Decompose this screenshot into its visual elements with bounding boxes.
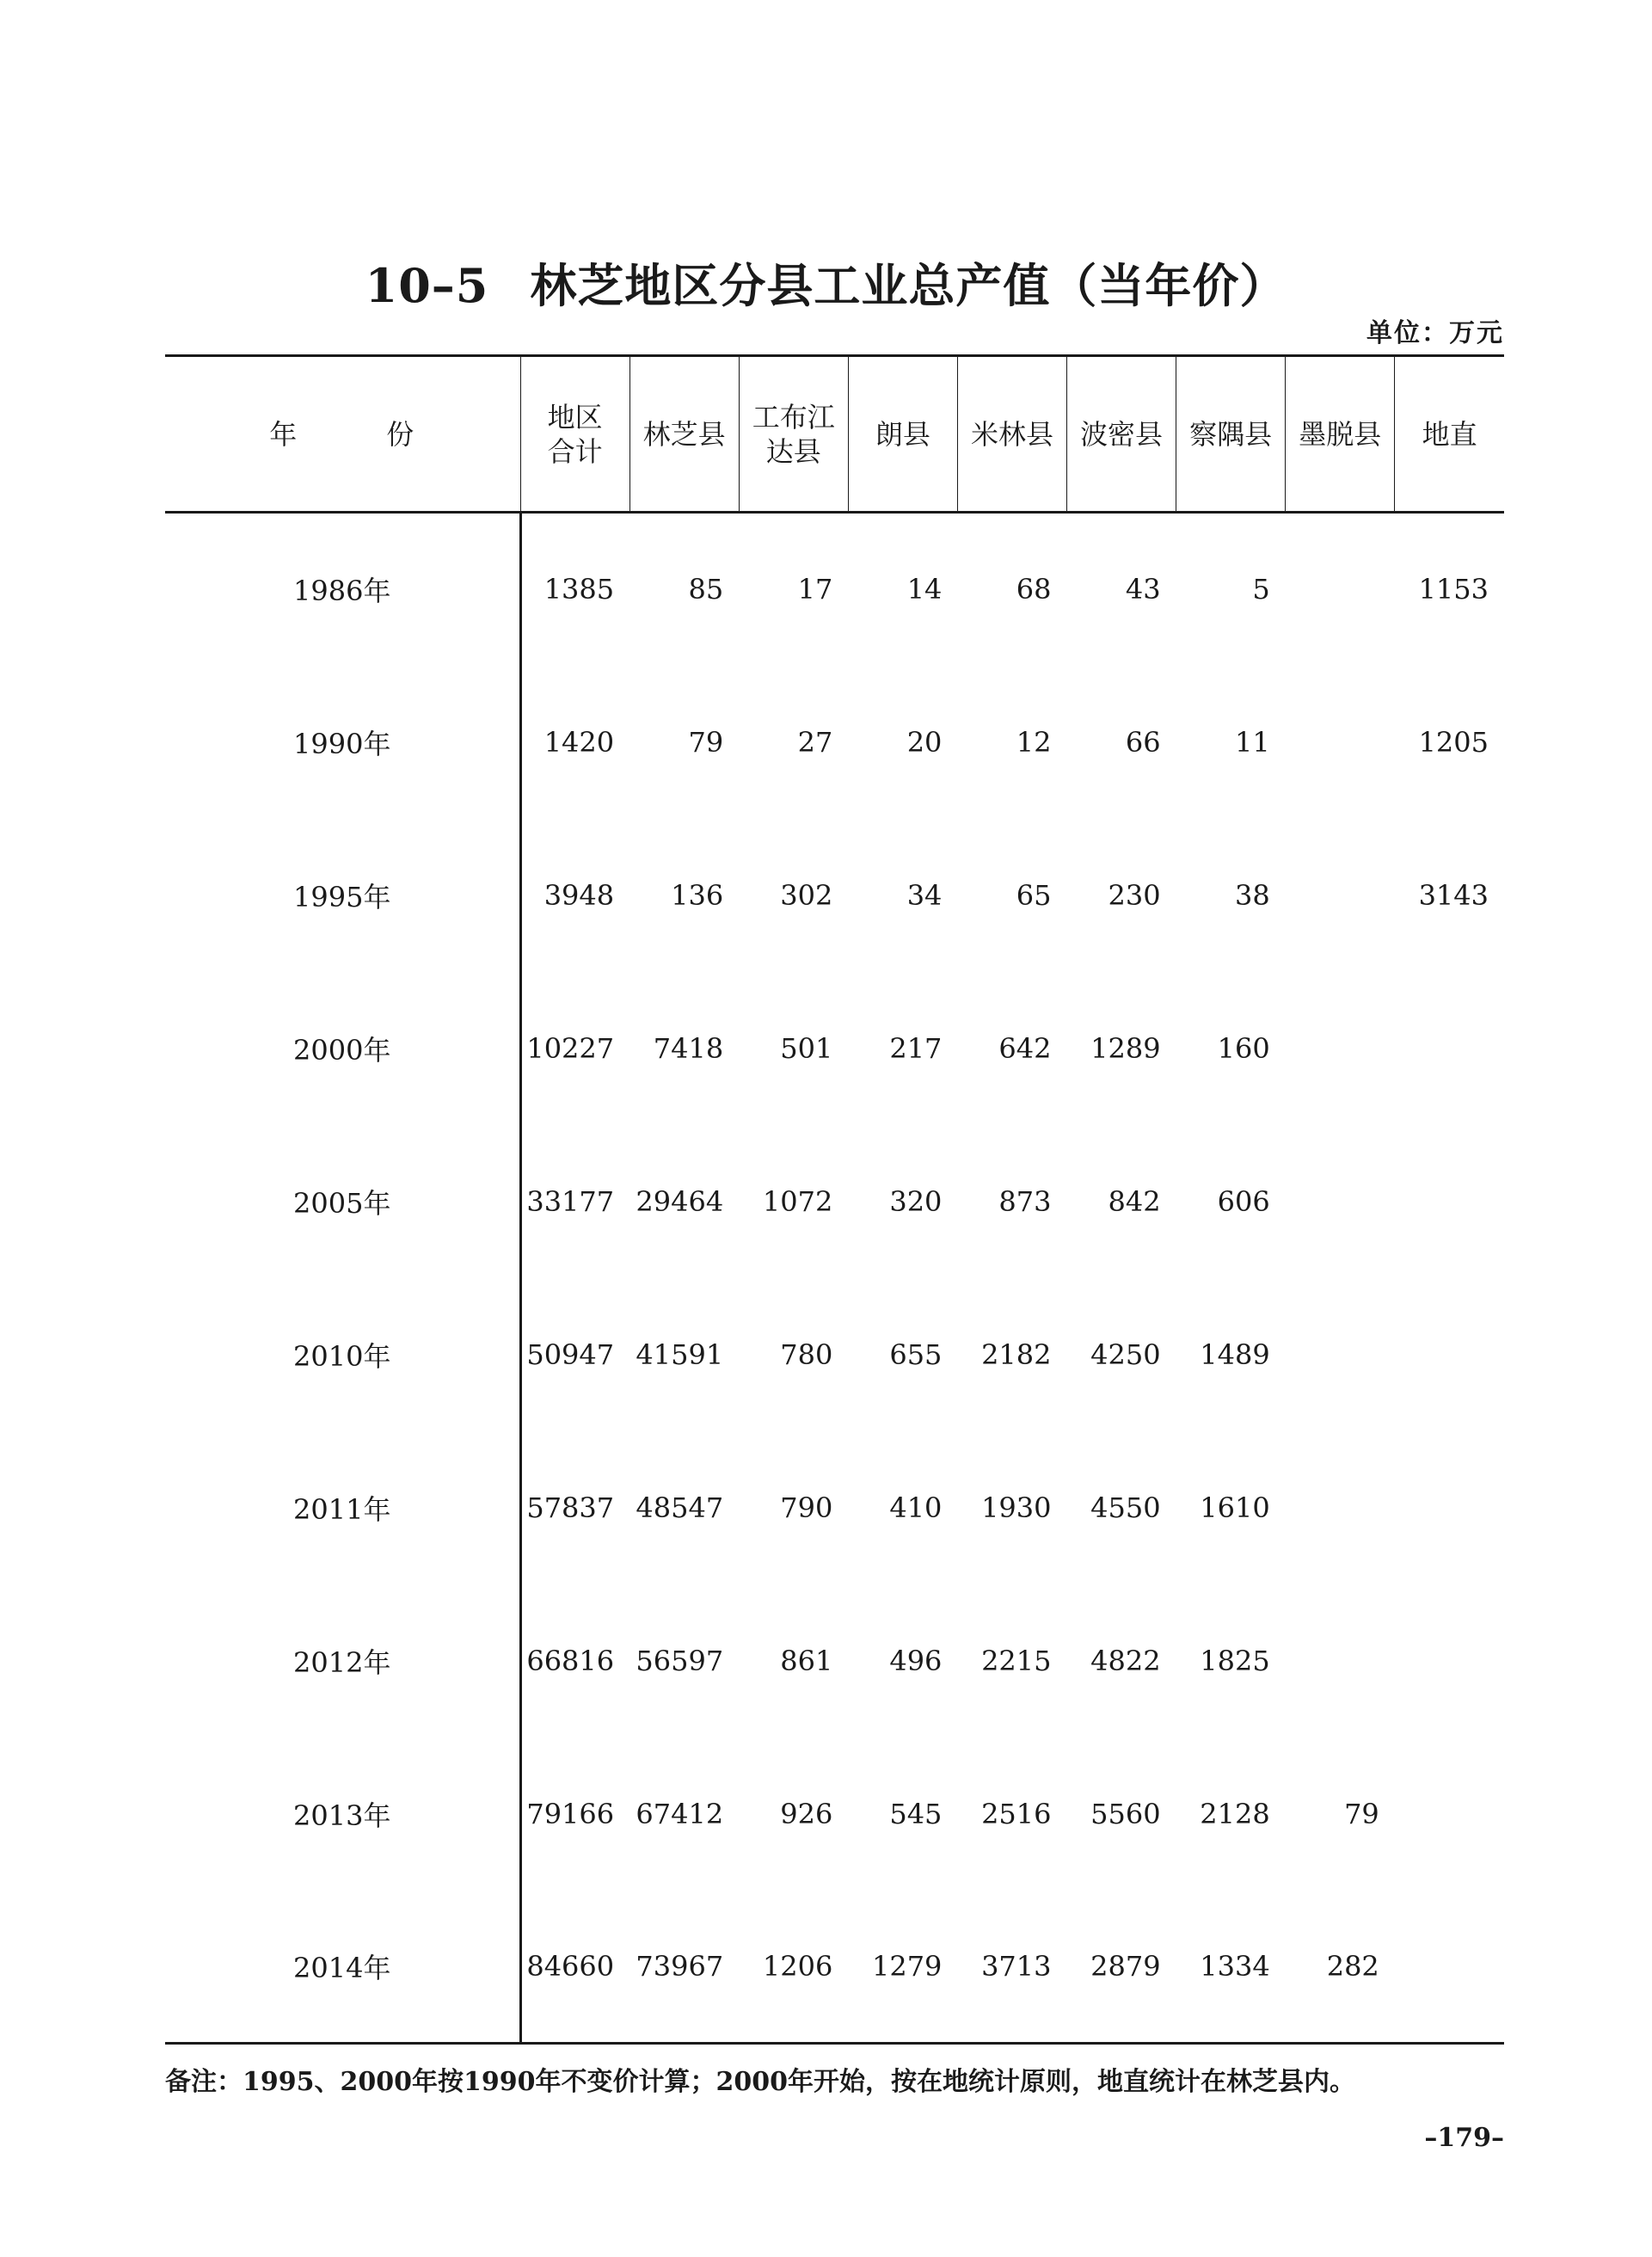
table-row [165, 819, 1504, 972]
header-gongbujiangda-county [739, 356, 848, 513]
table-cell [1395, 1125, 1504, 1278]
table-cell: 4822 [1090, 1644, 1161, 1677]
data-table [165, 354, 1504, 2045]
table-cell: 68 [1016, 573, 1052, 606]
header-chayu-county: 察隅县 [1176, 356, 1286, 513]
table-cell [1286, 666, 1395, 819]
header-gongbujiangda-county-label: 工布江达县 [752, 400, 835, 468]
table-cell: 3713 [957, 1891, 1066, 2044]
header-linzhi-county: 林芝县 [629, 356, 739, 513]
table-cell: 33177 [526, 1184, 615, 1218]
table-cell [1286, 1584, 1395, 1737]
table-cell: 1489 [1200, 1338, 1270, 1371]
table-cell: 320 [889, 1184, 943, 1218]
table-row [165, 666, 1504, 819]
row-year: 2014年 [165, 1891, 520, 2044]
table-cell: 17 [797, 573, 833, 606]
footnote: 备注：1995、2000年按1990年不变价计算；2000年开始，按在地统计原则，地直统计在林芝县内。 [165, 2067, 1355, 2097]
table-cell [1395, 1584, 1504, 1737]
table-cell: 5 [1252, 573, 1270, 606]
table-cell: 34 [906, 878, 943, 912]
row-year: 2012年 [165, 1584, 520, 1737]
table-cell: 873 [998, 1184, 1052, 1218]
table-cell [1286, 819, 1395, 972]
header-region-total [520, 356, 629, 513]
table-cell [1286, 513, 1395, 666]
row-year: 1986年 [165, 513, 520, 666]
table-cell: 3143 [1418, 878, 1489, 912]
table-cell: 496 [889, 1644, 943, 1677]
table-cell: 65 [1016, 878, 1052, 912]
header-milin-county: 米林县 [957, 356, 1066, 513]
table-cell: 2182 [981, 1338, 1052, 1371]
table-cell: 56597 [636, 1644, 724, 1677]
table-cell: 3948 [544, 878, 615, 912]
table-cell: 14 [906, 573, 943, 606]
table-body [165, 513, 1504, 2044]
table-cell: 67412 [636, 1797, 724, 1830]
table-row [165, 972, 1504, 1125]
data-table-container [165, 354, 1504, 2045]
table-cell: 842 [1108, 1184, 1161, 1218]
table-cell: 11 [1234, 725, 1270, 759]
row-year: 1995年 [165, 819, 520, 972]
table-cell: 27 [797, 725, 833, 759]
table-cell [1395, 1737, 1504, 1891]
table-cell: 790 [780, 1491, 833, 1524]
table-cell: 160 [1217, 1031, 1270, 1065]
table-cell: 43 [1125, 573, 1161, 606]
table-cell: 1610 [1200, 1491, 1270, 1524]
table-cell: 136 [671, 878, 724, 912]
row-year: 2010年 [165, 1278, 520, 1431]
table-cell [1286, 1278, 1395, 1431]
table-cell: 780 [780, 1338, 833, 1371]
table-cell: 4250 [1090, 1338, 1161, 1371]
table-cell: 1289 [1090, 1031, 1161, 1065]
header-direct: 地直 [1395, 356, 1504, 513]
row-year: 1990年 [165, 666, 520, 819]
table-cell: 1153 [1418, 573, 1489, 606]
table-cell: 73967 [629, 1891, 739, 2044]
table-cell: 2128 [1200, 1797, 1270, 1830]
row-year: 2005年 [165, 1125, 520, 1278]
table-cell: 57837 [526, 1491, 615, 1524]
table-cell: 48547 [636, 1491, 724, 1524]
table-row [165, 1431, 1504, 1584]
table-row [165, 1584, 1504, 1737]
table-row [165, 1891, 1504, 2044]
table-cell: 1825 [1200, 1644, 1270, 1677]
table-cell: 66816 [526, 1644, 615, 1677]
table-row [165, 1278, 1504, 1431]
table-cell: 10227 [526, 1031, 615, 1065]
table-row [165, 1737, 1504, 1891]
table-cell [1395, 1891, 1504, 2044]
table-cell: 655 [889, 1338, 943, 1371]
table-title [0, 249, 1652, 316]
header-lang-county: 朗县 [848, 356, 957, 513]
table-number: 10–5 [365, 258, 489, 313]
header-region-total-label: 地区合计 [547, 400, 603, 468]
table-cell: 79166 [526, 1797, 615, 1830]
table-cell: 2516 [981, 1797, 1052, 1830]
table-cell: 302 [780, 878, 833, 912]
row-year: 2011年 [165, 1431, 520, 1584]
table-cell [1395, 972, 1504, 1125]
table-cell: 4550 [1090, 1491, 1161, 1524]
table-cell [1286, 972, 1395, 1125]
table-cell: 38 [1234, 878, 1270, 912]
table-cell: 5560 [1090, 1797, 1161, 1830]
table-cell: 230 [1108, 878, 1161, 912]
table-cell: 2879 [1067, 1891, 1176, 2044]
table-cell: 1334 [1176, 1891, 1286, 2044]
table-cell [1395, 1278, 1504, 1431]
unit-label: 单位：万元 [1366, 318, 1504, 348]
page-number: –179– [1424, 2123, 1504, 2153]
table-cell: 2215 [981, 1644, 1052, 1677]
table-cell [1395, 1431, 1504, 1584]
table-cell: 545 [889, 1797, 943, 1830]
table-cell: 29464 [636, 1184, 724, 1218]
table-cell: 1420 [544, 725, 615, 759]
table-cell: 1279 [848, 1891, 957, 2044]
table-cell: 282 [1286, 1891, 1395, 2044]
row-year: 2000年 [165, 972, 520, 1125]
table-cell: 41591 [636, 1338, 724, 1371]
table-cell: 1206 [739, 1891, 848, 2044]
table-cell: 50947 [526, 1338, 615, 1371]
row-year: 2013年 [165, 1737, 520, 1891]
table-cell: 642 [998, 1031, 1052, 1065]
table-cell: 66 [1125, 725, 1161, 759]
table-cell: 85 [688, 573, 724, 606]
header-row [165, 356, 1504, 513]
table-cell: 84660 [520, 1891, 629, 2044]
table-cell [1286, 1431, 1395, 1584]
table-cell [1286, 1125, 1395, 1278]
header-motuo-county: 墨脱县 [1286, 356, 1395, 513]
table-cell: 12 [1016, 725, 1052, 759]
table-cell: 501 [780, 1031, 833, 1065]
table-cell: 1072 [762, 1184, 833, 1218]
table-cell: 926 [780, 1797, 833, 1830]
table-cell: 79 [688, 725, 724, 759]
table-cell: 7418 [653, 1031, 724, 1065]
header-bomi-county: 波密县 [1067, 356, 1176, 513]
table-title-text: 林芝地区分县工业总产值（当年价） [530, 258, 1287, 313]
table-cell: 861 [780, 1644, 833, 1677]
table-header [165, 356, 1504, 513]
header-year: 年 份 [165, 356, 520, 513]
table-cell: 217 [889, 1031, 943, 1065]
table-cell: 1205 [1418, 725, 1489, 759]
table-cell: 79 [1344, 1797, 1379, 1830]
table-row [165, 513, 1504, 666]
table-row [165, 1125, 1504, 1278]
table-cell: 1930 [981, 1491, 1052, 1524]
table-cell: 606 [1217, 1184, 1270, 1218]
table-cell: 1385 [544, 573, 615, 606]
table-cell: 20 [906, 725, 943, 759]
table-cell: 410 [889, 1491, 943, 1524]
